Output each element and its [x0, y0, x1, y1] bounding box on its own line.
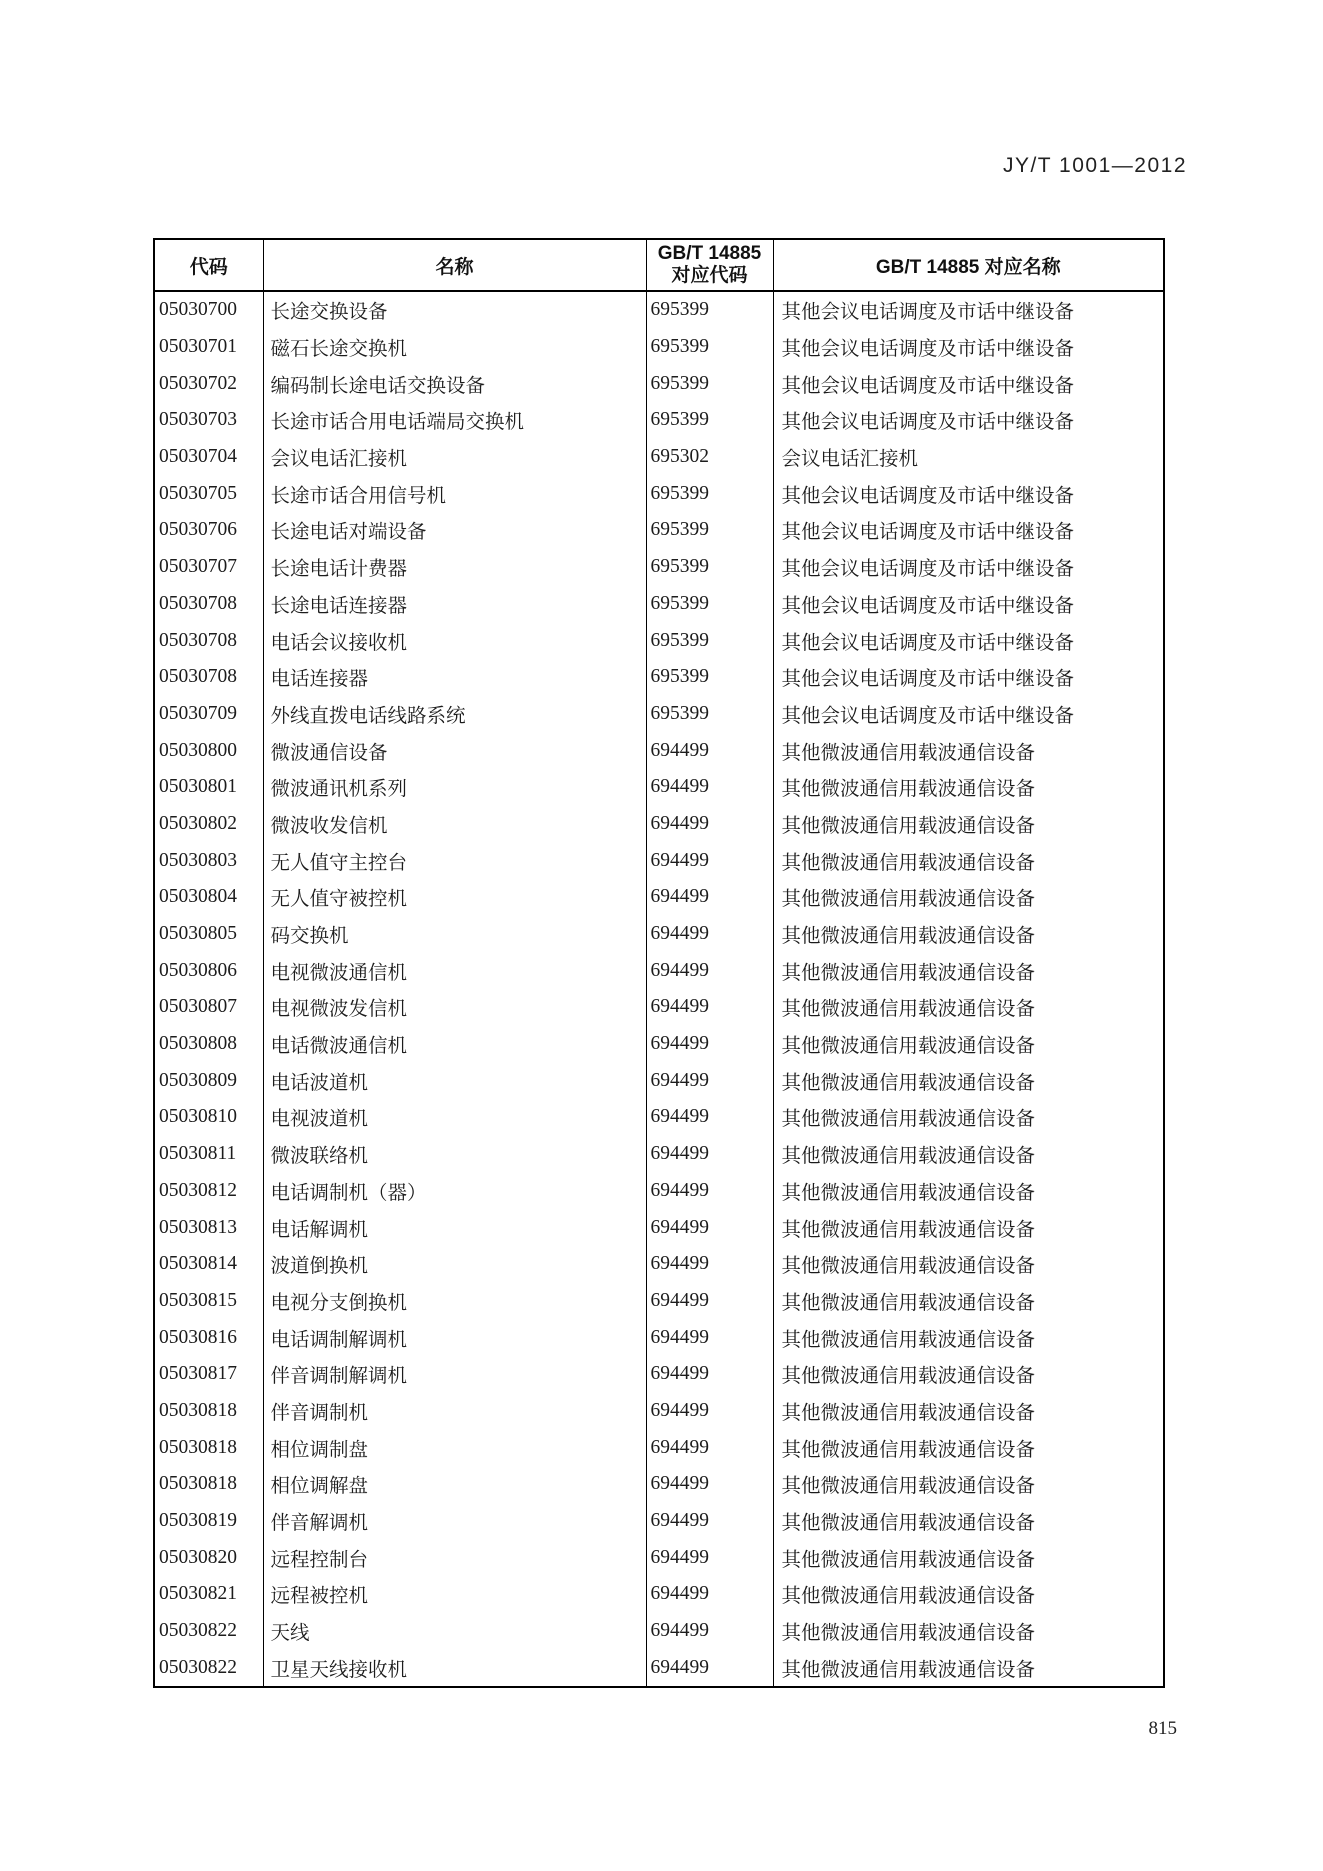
- name-cell: 伴音解调机: [263, 1503, 646, 1540]
- gbt-code-cell: 695399: [646, 402, 773, 439]
- name-cell: 相位调解盘: [263, 1466, 646, 1503]
- table-row: [154, 1062, 1164, 1099]
- code-cell: 05030802: [159, 812, 237, 834]
- table-row: [154, 329, 1164, 366]
- gbt-code-cell: 694499: [646, 806, 773, 843]
- gbt-name-cell: 其他微波通信用载波通信设备: [773, 1062, 1164, 1099]
- table-row: [154, 1466, 1164, 1503]
- gbt-name-cell: 其他微波通信用载波通信设备: [773, 1209, 1164, 1246]
- gbt-code-cell: 694499: [646, 1209, 773, 1246]
- code-cell: 05030807: [159, 996, 237, 1018]
- gbt-code-cell: 694499: [646, 1246, 773, 1283]
- gbt-code-cell: 694499: [646, 952, 773, 989]
- table-row: [154, 732, 1164, 769]
- gbt-code-cell: 694499: [646, 1283, 773, 1320]
- name-cell: 微波收发信机: [263, 806, 646, 843]
- name-cell: 长途电话对端设备: [263, 512, 646, 549]
- name-cell: 伴音调制解调机: [263, 1356, 646, 1393]
- table-row: [154, 916, 1164, 953]
- name-cell: 卫星天线接收机: [263, 1649, 646, 1687]
- table-row: [154, 769, 1164, 806]
- code-cell: 05030816: [159, 1326, 237, 1348]
- gbt-name-cell: 其他微波通信用载波通信设备: [773, 952, 1164, 989]
- name-cell: 长途电话连接器: [263, 586, 646, 623]
- gbt-code-cell: 695399: [646, 512, 773, 549]
- gbt-code-cell: 695302: [646, 439, 773, 476]
- gbt-name-cell: 其他微波通信用载波通信设备: [773, 1393, 1164, 1430]
- table-body: [154, 291, 1164, 1687]
- table-row: [154, 1209, 1164, 1246]
- gbt-code-cell: 695399: [646, 659, 773, 696]
- gbt-code-cell: 695399: [646, 475, 773, 512]
- name-cell: 微波通讯机系列: [263, 769, 646, 806]
- gbt-code-cell: 695399: [646, 291, 773, 329]
- code-cell: 05030812: [159, 1179, 237, 1201]
- code-cell: 05030815: [159, 1289, 237, 1311]
- gbt-code-cell: 694499: [646, 1539, 773, 1576]
- code-cell: 05030706: [159, 519, 237, 541]
- code-cell: 05030820: [159, 1546, 237, 1568]
- gbt-name-cell: 其他微波通信用载波通信设备: [773, 1429, 1164, 1466]
- name-cell: 外线直拨电话线路系统: [263, 696, 646, 733]
- table-row: [154, 586, 1164, 623]
- name-cell: 电话波道机: [263, 1062, 646, 1099]
- code-cell: 05030818: [159, 1473, 237, 1495]
- name-cell: 相位调制盘: [263, 1429, 646, 1466]
- gbt-name-cell: 其他微波通信用载波通信设备: [773, 806, 1164, 843]
- gbt-name-cell: 其他微波通信用载波通信设备: [773, 1539, 1164, 1576]
- name-cell: 电视微波发信机: [263, 989, 646, 1026]
- gbt-code-cell: 694499: [646, 879, 773, 916]
- gbt-code-cell: 694499: [646, 1466, 773, 1503]
- table-row: [154, 1099, 1164, 1136]
- name-cell: 长途电话计费器: [263, 549, 646, 586]
- gbt-code-cell: 695399: [646, 586, 773, 623]
- gbt-code-cell: 694499: [646, 1173, 773, 1210]
- gbt-code-cell: 694499: [646, 1649, 773, 1687]
- code-cell: 05030806: [159, 959, 237, 981]
- table-row: [154, 1246, 1164, 1283]
- name-cell: 长途市话合用电话端局交换机: [263, 402, 646, 439]
- gbt-code-cell: 694499: [646, 732, 773, 769]
- code-cell: 05030704: [159, 446, 237, 468]
- name-cell: 电话会议接收机: [263, 622, 646, 659]
- code-cell: 05030703: [159, 409, 237, 431]
- gbt-name-cell: 其他微波通信用载波通信设备: [773, 1576, 1164, 1613]
- table-row: [154, 842, 1164, 879]
- name-cell: 电话调制机（器）: [263, 1173, 646, 1210]
- code-cell: 05030814: [159, 1253, 237, 1275]
- table-row: [154, 622, 1164, 659]
- gbt-name-cell: 其他微波通信用载波通信设备: [773, 1026, 1164, 1063]
- code-cell: 05030803: [159, 849, 237, 871]
- gbt-code-cell: 694499: [646, 916, 773, 953]
- column-header-gbt-code-line2: 对应代码: [671, 265, 748, 286]
- code-cell: 05030701: [159, 336, 237, 358]
- gbt-name-cell: 其他微波通信用载波通信设备: [773, 1283, 1164, 1320]
- code-cell: 05030708: [159, 629, 237, 651]
- gbt-name-cell: 其他会议电话调度及市话中继设备: [773, 549, 1164, 586]
- code-mapping-table: [153, 238, 1165, 1688]
- table-row: [154, 989, 1164, 1026]
- gbt-name-cell: 其他微波通信用载波通信设备: [773, 1099, 1164, 1136]
- code-cell: 05030817: [159, 1363, 237, 1385]
- name-cell: 码交换机: [263, 916, 646, 953]
- gbt-code-cell: 694499: [646, 1319, 773, 1356]
- gbt-name-cell: 会议电话汇接机: [773, 439, 1164, 476]
- gbt-code-cell: 695399: [646, 549, 773, 586]
- gbt-name-cell: 其他微波通信用载波通信设备: [773, 916, 1164, 953]
- gbt-name-cell: 其他会议电话调度及市话中继设备: [773, 586, 1164, 623]
- code-cell: 05030804: [159, 886, 237, 908]
- code-cell: 05030819: [159, 1510, 237, 1532]
- gbt-code-cell: 695399: [646, 622, 773, 659]
- name-cell: 长途市话合用信号机: [263, 475, 646, 512]
- gbt-name-cell: 其他微波通信用载波通信设备: [773, 879, 1164, 916]
- table-row: [154, 402, 1164, 439]
- name-cell: 会议电话汇接机: [263, 439, 646, 476]
- gbt-name-cell: 其他微波通信用载波通信设备: [773, 1136, 1164, 1173]
- gbt-name-cell: 其他微波通信用载波通信设备: [773, 1466, 1164, 1503]
- gbt-name-cell: 其他微波通信用载波通信设备: [773, 1649, 1164, 1687]
- code-cell: 05030809: [159, 1069, 237, 1091]
- gbt-name-cell: 其他会议电话调度及市话中继设备: [773, 696, 1164, 733]
- code-cell: 05030707: [159, 556, 237, 578]
- gbt-name-cell: 其他微波通信用载波通信设备: [773, 1319, 1164, 1356]
- gbt-code-cell: 694499: [646, 1393, 773, 1430]
- table-row: [154, 1393, 1164, 1430]
- table-row: [154, 1283, 1164, 1320]
- gbt-name-cell: 其他会议电话调度及市话中继设备: [773, 622, 1164, 659]
- gbt-name-cell: 其他微波通信用载波通信设备: [773, 732, 1164, 769]
- code-cell: 05030705: [159, 482, 237, 504]
- gbt-name-cell: 其他微波通信用载波通信设备: [773, 1173, 1164, 1210]
- column-header-name: 名称: [263, 239, 646, 291]
- code-cell: 05030811: [159, 1143, 237, 1165]
- gbt-code-cell: 694499: [646, 989, 773, 1026]
- name-cell: 波道倒换机: [263, 1246, 646, 1283]
- table-header-row: [154, 239, 1164, 291]
- table-row: [154, 1136, 1164, 1173]
- gbt-code-cell: 694499: [646, 1136, 773, 1173]
- table-row: [154, 1026, 1164, 1063]
- code-cell: 05030810: [159, 1106, 237, 1128]
- code-cell: 05030818: [159, 1399, 237, 1421]
- name-cell: 天线: [263, 1613, 646, 1650]
- gbt-name-cell: 其他会议电话调度及市话中继设备: [773, 291, 1164, 329]
- code-cell: 05030805: [159, 923, 237, 945]
- code-cell: 05030700: [159, 299, 237, 321]
- name-cell: 微波通信设备: [263, 732, 646, 769]
- name-cell: 电视波道机: [263, 1099, 646, 1136]
- gbt-code-cell: 694499: [646, 1503, 773, 1540]
- gbt-code-cell: 694499: [646, 1062, 773, 1099]
- table-row: [154, 806, 1164, 843]
- table-row: [154, 1356, 1164, 1393]
- name-cell: 无人值守主控台: [263, 842, 646, 879]
- gbt-code-cell: 694499: [646, 1576, 773, 1613]
- table-row: [154, 952, 1164, 989]
- table-header: [154, 239, 1164, 291]
- gbt-code-cell: 694499: [646, 1099, 773, 1136]
- gbt-code-cell: 695399: [646, 696, 773, 733]
- gbt-code-cell: 695399: [646, 329, 773, 366]
- table-row: [154, 1173, 1164, 1210]
- table-row: [154, 439, 1164, 476]
- table-row: [154, 549, 1164, 586]
- name-cell: 远程被控机: [263, 1576, 646, 1613]
- gbt-name-cell: 其他会议电话调度及市话中继设备: [773, 329, 1164, 366]
- name-cell: 电话调制解调机: [263, 1319, 646, 1356]
- table-row: [154, 659, 1164, 696]
- code-cell: 05030808: [159, 1033, 237, 1055]
- standard-number: JY/T 1001—2012: [1002, 154, 1187, 177]
- gbt-name-cell: 其他会议电话调度及市话中继设备: [773, 512, 1164, 549]
- table-row: [154, 879, 1164, 916]
- name-cell: 编码制长途电话交换设备: [263, 365, 646, 402]
- gbt-code-cell: 695399: [646, 365, 773, 402]
- name-cell: 电话微波通信机: [263, 1026, 646, 1063]
- gbt-name-cell: 其他会议电话调度及市话中继设备: [773, 365, 1164, 402]
- page-number: 815: [1148, 1718, 1177, 1739]
- table-row: [154, 365, 1164, 402]
- code-cell: 05030822: [159, 1656, 237, 1678]
- table-row: [154, 1613, 1164, 1650]
- table-row: [154, 1576, 1164, 1613]
- table-row: [154, 1539, 1164, 1576]
- name-cell: 无人值守被控机: [263, 879, 646, 916]
- gbt-code-cell: 694499: [646, 1613, 773, 1650]
- gbt-name-cell: 其他微波通信用载波通信设备: [773, 1246, 1164, 1283]
- table-row: [154, 512, 1164, 549]
- gbt-name-cell: 其他会议电话调度及市话中继设备: [773, 475, 1164, 512]
- gbt-name-cell: 其他微波通信用载波通信设备: [773, 1356, 1164, 1393]
- table-row: [154, 1429, 1164, 1466]
- name-cell: 微波联络机: [263, 1136, 646, 1173]
- name-cell: 伴音调制机: [263, 1393, 646, 1430]
- gbt-name-cell: 其他微波通信用载波通信设备: [773, 989, 1164, 1026]
- name-cell: 长途交换设备: [263, 291, 646, 329]
- gbt-name-cell: 其他微波通信用载波通信设备: [773, 1613, 1164, 1650]
- name-cell: 磁石长途交换机: [263, 329, 646, 366]
- gbt-code-cell: 694499: [646, 1026, 773, 1063]
- code-cell: 05030821: [159, 1583, 237, 1605]
- table-row: [154, 696, 1164, 733]
- table-row: [154, 1319, 1164, 1356]
- gbt-name-cell: 其他会议电话调度及市话中继设备: [773, 659, 1164, 696]
- code-cell: 05030709: [159, 702, 237, 724]
- name-cell: 电视微波通信机: [263, 952, 646, 989]
- gbt-name-cell: 其他微波通信用载波通信设备: [773, 769, 1164, 806]
- gbt-code-cell: 694499: [646, 842, 773, 879]
- code-cell: 05030708: [159, 592, 237, 614]
- name-cell: 电话解调机: [263, 1209, 646, 1246]
- table-row: [154, 1649, 1164, 1687]
- table-row: [154, 1503, 1164, 1540]
- code-cell: 05030702: [159, 372, 237, 394]
- column-header-gbt-code-line1: GB/T 14885: [657, 243, 762, 264]
- gbt-code-cell: 694499: [646, 769, 773, 806]
- table-row: [154, 291, 1164, 329]
- gbt-name-cell: 其他微波通信用载波通信设备: [773, 1503, 1164, 1540]
- gbt-code-cell: 694499: [646, 1429, 773, 1466]
- code-cell: 05030800: [159, 739, 237, 761]
- code-cell: 05030708: [159, 666, 237, 688]
- code-cell: 05030813: [159, 1216, 237, 1238]
- code-cell: 05030801: [159, 776, 237, 798]
- gbt-name-cell: 其他微波通信用载波通信设备: [773, 842, 1164, 879]
- code-cell: 05030818: [159, 1436, 237, 1458]
- table-row: [154, 475, 1164, 512]
- name-cell: 电视分支倒换机: [263, 1283, 646, 1320]
- gbt-name-cell: 其他会议电话调度及市话中继设备: [773, 402, 1164, 439]
- name-cell: 远程控制台: [263, 1539, 646, 1576]
- column-header-code: 代码: [154, 239, 263, 291]
- gbt-code-cell: 694499: [646, 1356, 773, 1393]
- column-header-gbt-code: [646, 239, 773, 291]
- code-cell: 05030822: [159, 1620, 237, 1642]
- name-cell: 电话连接器: [263, 659, 646, 696]
- column-header-gbt-name: GB/T 14885 对应名称: [773, 239, 1164, 291]
